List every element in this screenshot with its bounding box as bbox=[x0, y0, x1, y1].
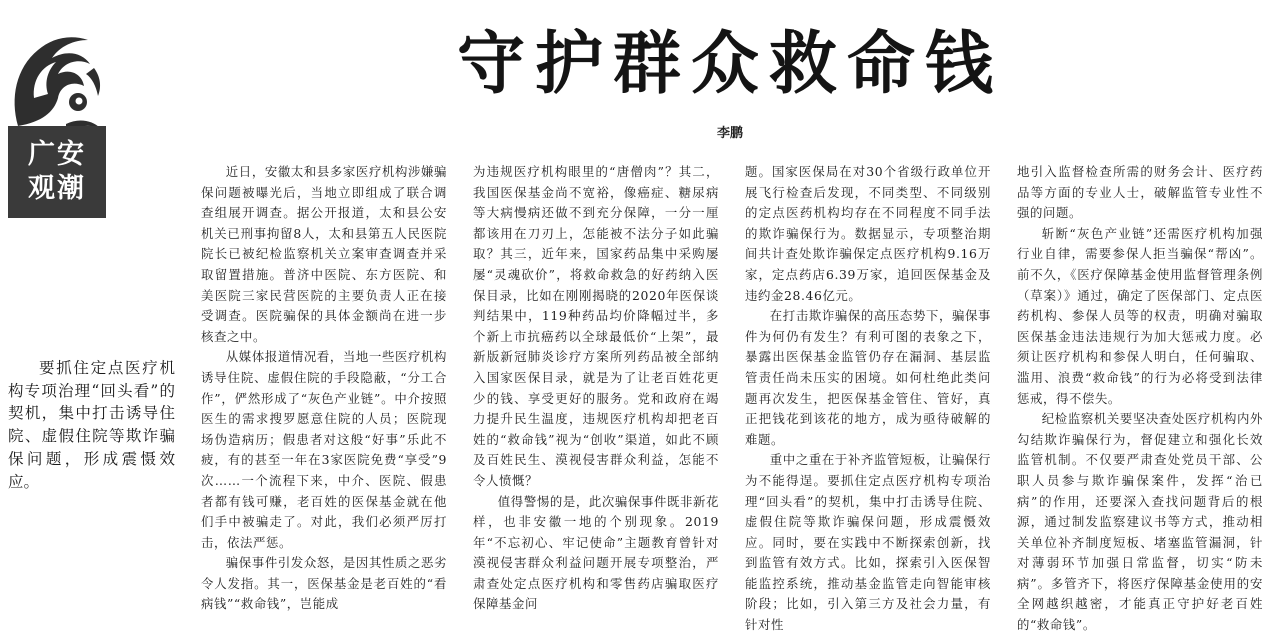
article-column-1 bbox=[201, 162, 447, 632]
article-column-4 bbox=[1017, 162, 1263, 632]
paragraph: 斩断“灰色产业链”还需医疗机构加强行业自律，需要参保人拒当骗保“帮凶”。前不久，《医疗保障基金使用监督管理条例（草案）》通过，确定了医保部门、定点医药机构、参保人员等的权责，明确对骗取医保基金违法违规行为加大惩戒力度。必须让医疗机构和参保人明白，任何骗取、滥用、浪费“救命钱”的行为必将受到法律惩戒，得不偿失。 bbox=[1017, 225, 1263, 406]
article-headline: 守护群众救命钱 bbox=[456, 25, 1003, 104]
paragraph: 纪检监察机关要坚决查处医疗机构内外勾结欺诈骗保行为，督促建立和强化长效监管机制。不仅要严肃查处党员干部、公职人员参与欺诈骗保案件，发挥“治已病”的作用，还要深入查找问题背后的根源，通过制发监察建议书等方式，推动相关单位补齐制度短板、堵塞监管漏洞，针对薄弱环节加强日常监督，切实“防未病”。多管齐下，将医疗保障基金使用的安全网越织越密，才能真正守护好老百姓的“救命钱”。 bbox=[1017, 411, 1263, 632]
column-name-box bbox=[8, 126, 106, 218]
paragraph: 为违规医疗机构眼里的“唐僧肉”？其二，我国医保基金尚不宽裕，像癌症、糖尿病等大病慢病还做不到充分保障，一分一厘都该用在刀刃上，怎能被不法分子如此骗取？其三，近年来，国家药品集中采购屡屡“灵魂砍价”，将救命救急的好药纳入医保目录，比如在刚刚揭晓的2020年医保谈判结果中，119种药品均价降幅过半，多个新上市抗癌药以全球最低价“上架”，最新版新冠肺炎诊疗方案所列药品被全部纳入国家医保目录，就是为了让老百姓花更少的钱、享受更好的服务。党和政府在竭力提升民生温度，违规医疗机构却把老百姓的“救命钱”视为“创收”渠道，如此不顾及百姓民生、漠视侵害群众利益，怎能不令人愤慨？ bbox=[473, 164, 719, 488]
article-column-3 bbox=[745, 162, 991, 632]
column-name-line1: 广安 bbox=[28, 139, 86, 170]
paragraph: 题。国家医保局在对30个省级行政单位开展飞行检查后发现，不同类型、不同级别的定点医药机构均存在不同程度不同手法的欺诈骗保行为。数据显示，专项整治期间共计查处欺诈骗保定点医疗机构9.16万家，定点药店6.39万家，追回医保基金及违约金28.46亿元。 bbox=[745, 164, 991, 303]
paragraph: 从媒体报道情况看，当地一些医疗机构诱导住院、虚假住院的手段隐蔽，“分工合作”，俨然形成了“灰色产业链”。中介按照医生的需求搜罗愿意住院的人员；医院现场伪造病历；假患者对这般“好事”乐此不疲，有的甚至一年在3家医院免费“享受”9次……一个流程下来，中介、医院、假患者都有钱可赚，老百姓的医保基金就在他们手中被骗走了。对此，我们必须严厉打击，依法严惩。 bbox=[201, 349, 447, 550]
paragraph: 重中之重在于补齐监管短板，让骗保行为不能得逞。要抓住定点医疗机构专项治理“回头看”的契机，集中打击诱导住院、虚假住院等欺诈骗保问题，形成震慑效应。同时，要在实践中不断探索创新，找到监管有效方式。比如，探索引入医保智能监控系统，推动基金监管走向智能审核阶段；比如，引入第三方及社会力量，有针对性 bbox=[745, 452, 991, 632]
paragraph: 骗保事件引发众怒，是因其性质之恶劣令人发指。其一，医保基金是老百姓的“看病钱”“救命钱”，岂能成 bbox=[201, 555, 447, 612]
paragraph: 值得警惕的是，此次骗保事件既非新花样，也非安徽一地的个别现象。2019年“不忘初心、牢记使命”主题教育曾针对漠视侵害群众利益问题开展专项整治，严肃查处定点医疗机构和零售药店骗取医疗保障基金问 bbox=[473, 493, 719, 612]
pullquote-text: 要抓住定点医疗机构专项治理“回头看”的契机，集中打击诱导住院、虚假住院等欺诈骗保问题，形成震慑效应。 bbox=[8, 359, 175, 491]
column-wave-logo bbox=[8, 28, 106, 140]
paragraph: 地引入监督检查所需的财务会计、医疗药品等方面的专业人士，破解监管专业性不强的问题。 bbox=[1017, 164, 1263, 221]
paragraph: 在打击欺诈骗保的高压态势下，骗保事件为何仍有发生？有利可图的表象之下，暴露出医保基金监管仍存在漏洞、基层监管责任尚未压实的困境。如何杜绝此类问题再次发生，把医保基金管住、管好，真正把钱花到该花的地方，成为亟待破解的难题。 bbox=[745, 308, 991, 447]
article-author: 李鹏 bbox=[716, 126, 743, 141]
article-pullquote bbox=[8, 357, 175, 493]
column-name-line2: 观潮 bbox=[28, 173, 86, 204]
article-column-2 bbox=[473, 162, 719, 632]
paragraph: 近日，安徽太和县多家医疗机构涉嫌骗保问题被曝光后，当地立即组成了联合调查组展开调查。据公开报道，太和县公安机关已刑事拘留8人，太和县第五人民医院院长已被纪检监察机关立案审查调查并采取留置措施。普济中医院、东方医院、和美医院三家民营医院的主要负责人正在接受调查。医院骗保的具体金额尚在进一步核查之中。 bbox=[201, 164, 447, 344]
